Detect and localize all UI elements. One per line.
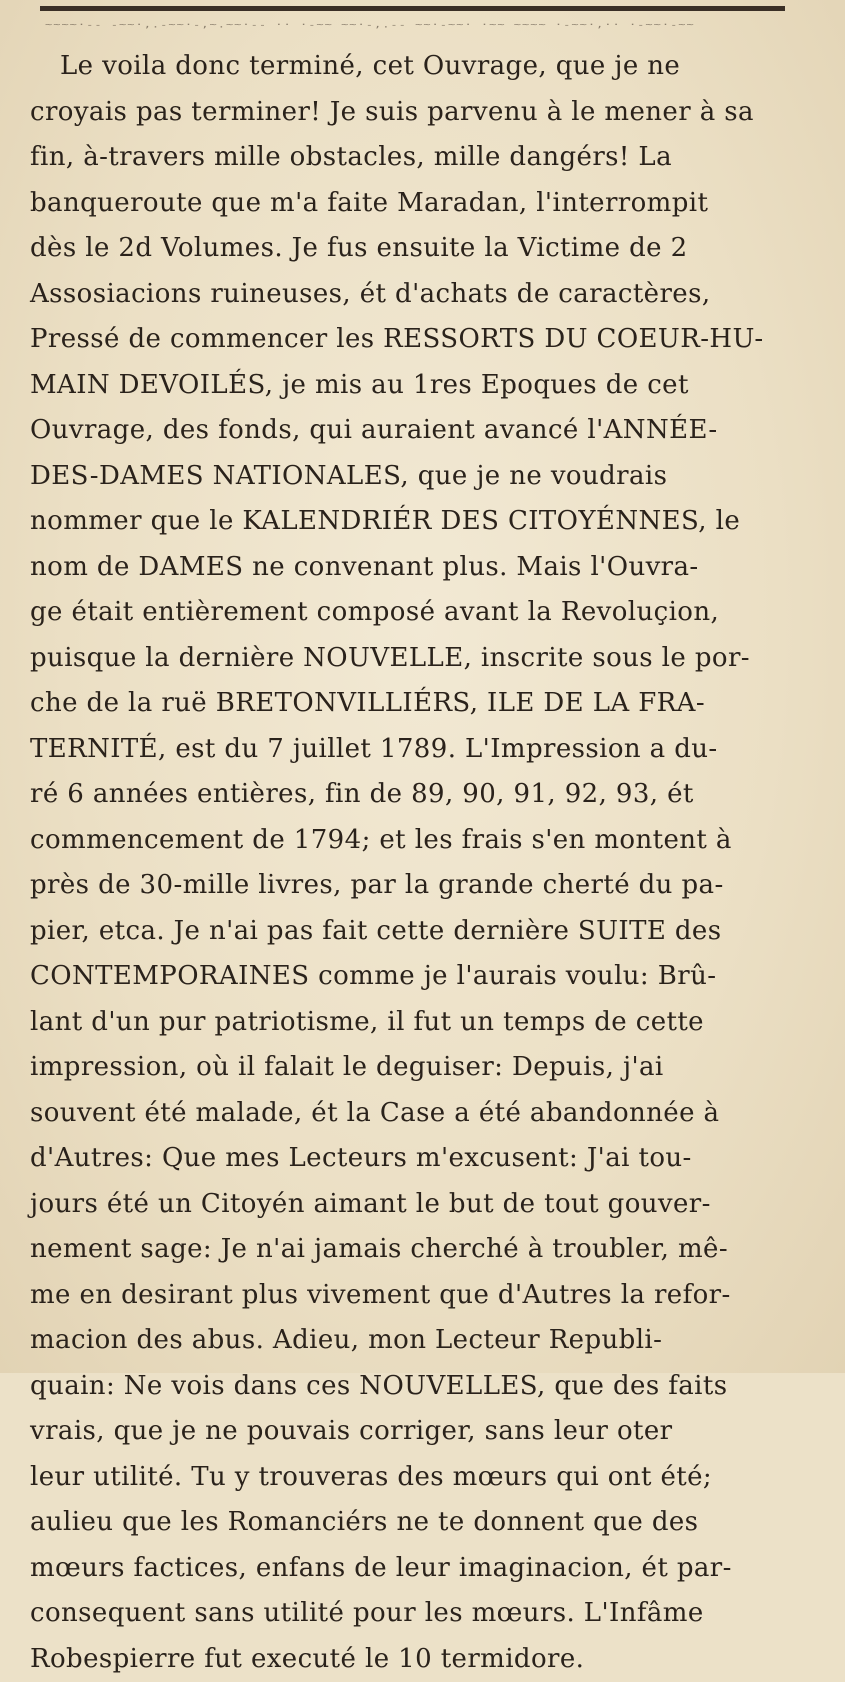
text-line: ré 6 années entières, fin de 89, 90, 91, 92, 93, ét	[30, 772, 820, 818]
text-line: nommer que le KALENDRIÉR DES CITOYÉNNES, le	[30, 499, 820, 545]
text-line: fin, à-travers mille obstacles, mille dangérs! La	[30, 135, 820, 181]
text-line: DES-DAMES NATIONALES, que je ne voudrais	[30, 454, 820, 500]
text-line: TERNITÉ, est du 7 juillet 1789. L'Impression a du-	[30, 727, 820, 773]
text-line: macion des abus. Adieu, mon Lecteur Republi-	[30, 1318, 820, 1364]
text-line: commencement de 1794; et les frais s'en montent à	[30, 818, 820, 864]
text-line: dès le 2d Volumes. Je fus ensuite la Victime de 2	[30, 226, 820, 272]
text-line: leur utilité. Tu y trouveras des mœurs qui ont été;	[30, 1455, 820, 1501]
text-line: croyais pas terminer! Je suis parvenu à le mener à sa	[30, 90, 820, 136]
text-line: MAIN DEVOILÉS, je mis au 1res Epoques de cet	[30, 363, 820, 409]
text-line: quain: Ne vois dans ces NOUVELLES, que des faits	[30, 1364, 820, 1410]
text-line: banqueroute que m'a faite Maradan, l'interrompit	[30, 181, 820, 227]
text-line: CONTEMPORAINES comme je l'aurais voulu: Brû-	[30, 954, 820, 1000]
text-line: nom de DAMES ne convenant plus. Mais l'Ouvra-	[30, 545, 820, 591]
text-line: Pressé de commencer les RESSORTS DU COEUR-HU-	[30, 317, 820, 363]
text-line: consequent sans utilité pour les mœurs. L'Infâme	[30, 1591, 820, 1637]
text-line: ge était entièrement composé avant la Revoluçion,	[30, 590, 820, 636]
text-line: aulieu que les Romanciérs ne te donnent que des	[30, 1500, 820, 1546]
text-line: mœurs factices, enfans de leur imaginacion, ét par-	[30, 1546, 820, 1592]
text-line: nement sage: Je n'ai jamais cherché à troubler, mê-	[30, 1227, 820, 1273]
text-line: lant d'un pur patriotisme, il fut un temps de cette	[30, 1000, 820, 1046]
text-line: jours été un Citoyén aimant le but de tout gouver-	[30, 1182, 820, 1228]
text-line: che de la ruë BRETONVILLIÉRS, ILE DE LA FRA-	[30, 681, 820, 727]
text-line: Le voila donc terminé, cet Ouvrage, que je ne	[30, 44, 820, 90]
text-line: près de 30-mille livres, par la grande cherté du pa-	[30, 863, 820, 909]
bleed-through-line: ~~~~·-- -~~·,.-~~·-,~.~~·-- ·· ·-~~ ~~·-,.-- ~~·-~~· ·~~ ~~~~ ·-~~·,·· ·-~~·-~~	[45, 20, 785, 31]
text-line: vrais, que je ne pouvais corriger, sans leur oter	[30, 1409, 820, 1455]
text-line: me en desirant plus vivement que d'Autres la refor-	[30, 1273, 820, 1319]
text-line: Assosiacions ruineuses, ét d'achats de caractères,	[30, 272, 820, 318]
text-line: impression, où il falait le deguiser: Depuis, j'ai	[30, 1045, 820, 1091]
text-line: souvent été malade, ét la Case a été abandonnée à	[30, 1091, 820, 1137]
text-line: d'Autres: Que mes Lecteurs m'excusent: J'ai tou-	[30, 1136, 820, 1182]
top-rule	[40, 6, 785, 11]
text-line: puisque la dernière NOUVELLE, inscrite sous le por-	[30, 636, 820, 682]
text-line: Robespierre fut executé le 10 termidore.	[30, 1637, 820, 1682]
text-line: Ouvrage, des fonds, qui auraient avancé l'ANNÉE-	[30, 408, 820, 454]
text-line: pier, etca. Je n'ai pas fait cette dernière SUITE des	[30, 909, 820, 955]
page-text	[30, 44, 820, 1682]
